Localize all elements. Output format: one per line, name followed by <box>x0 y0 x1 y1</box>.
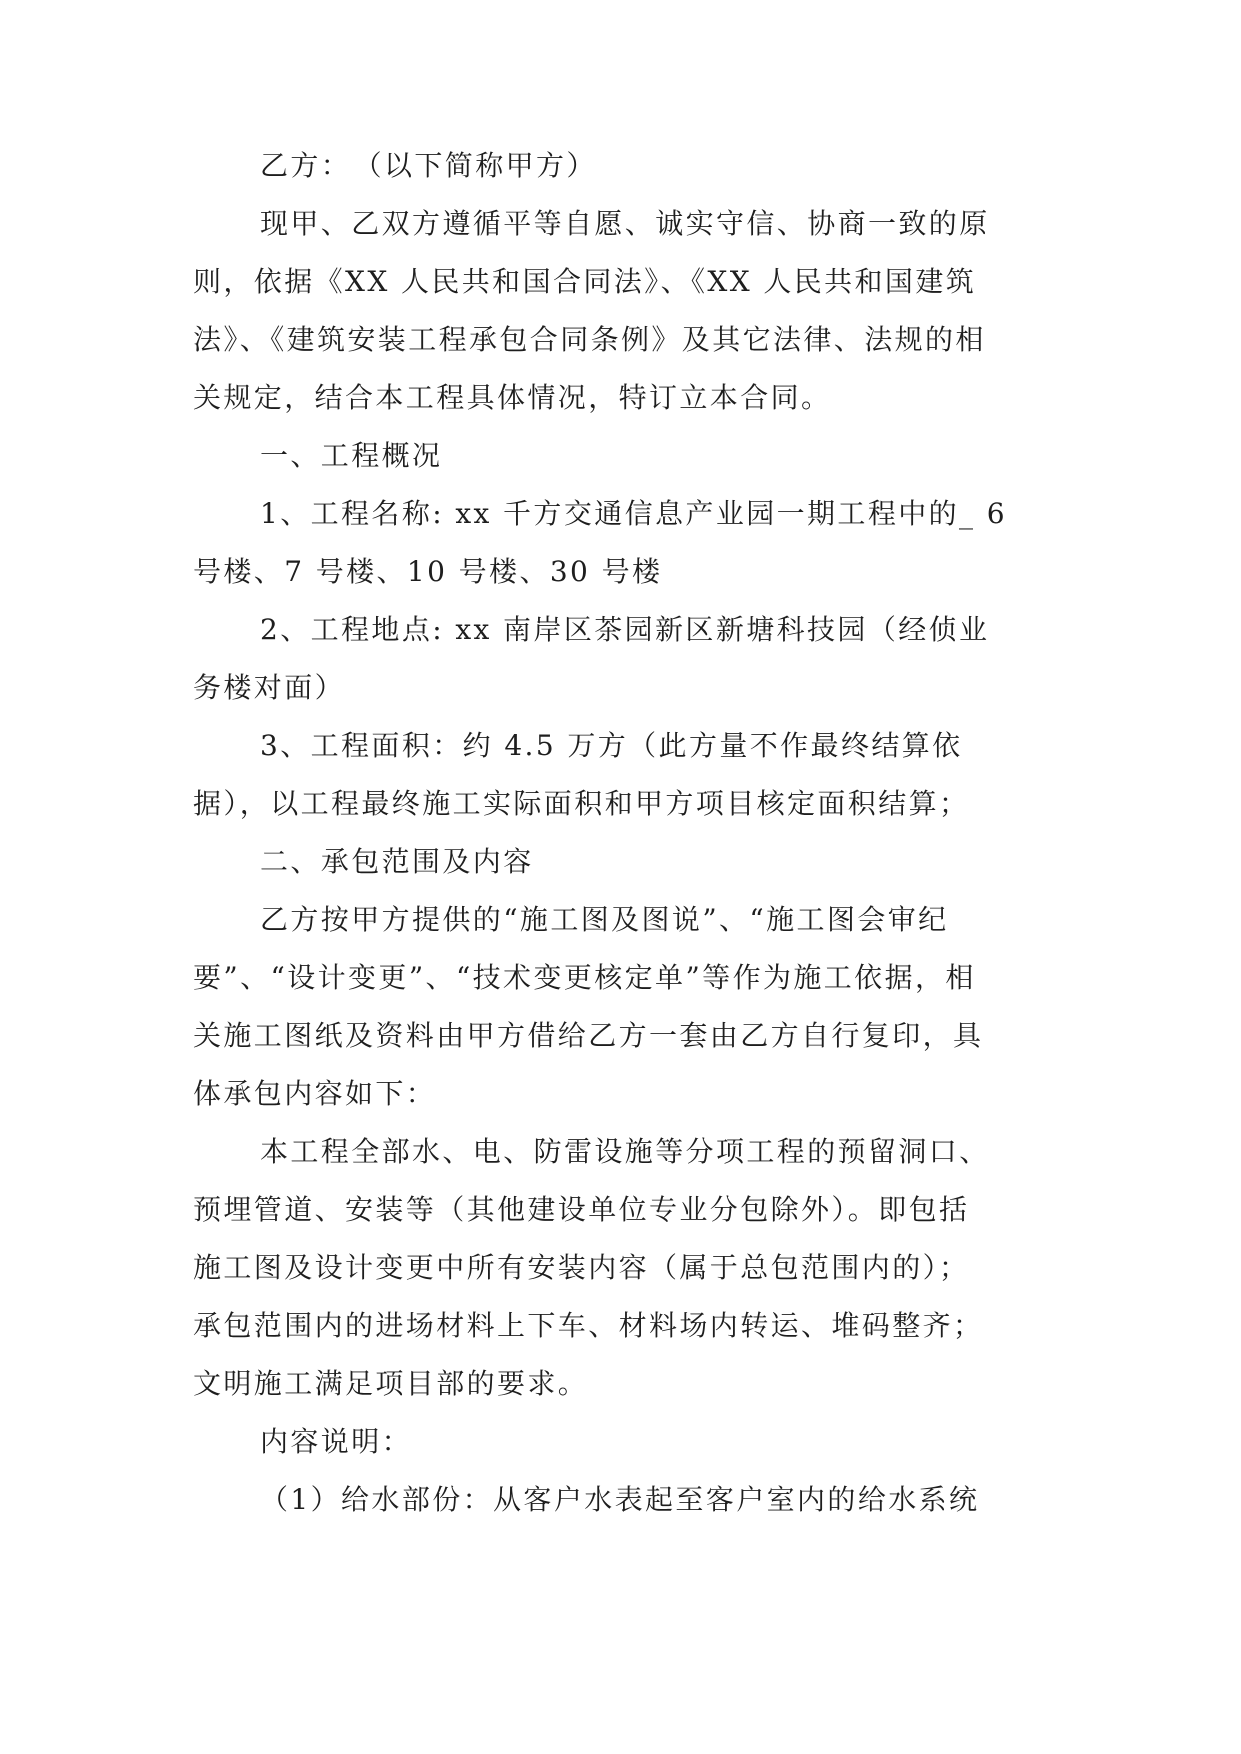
scope-line-3: 关施工图纸及资料由甲方借给乙方一套由乙方自行复印，具 <box>193 1019 984 1052</box>
project-area-line-1: 3、工程面积：约 4.5 万方（此方量不作最终结算依 <box>260 729 963 762</box>
preamble-line-3: 法》、《建筑安装工程承包合同条例》及其它法律、法规的相 <box>193 323 986 356</box>
content-line-5: 文明施工满足项目部的要求。 <box>193 1367 589 1400</box>
section-heading-scope: 二、承包范围及内容 <box>260 845 534 878</box>
scope-line-1: 乙方按甲方提供的“施工图及图说”、“施工图会审纪 <box>260 903 949 936</box>
project-area-line-2: 据），以工程最终施工实际面积和甲方项目核定面积结算； <box>193 787 970 820</box>
scope-line-4: 体承包内容如下： <box>193 1077 437 1110</box>
content-line-4: 承包范围内的进场材料上下车、材料场内转运、堆码整齐； <box>193 1309 984 1342</box>
project-name-line-2: 号楼、7 号楼、10 号楼、30 号楼 <box>193 555 663 588</box>
scope-line-2: 要”、“设计变更”、“技术变更核定单”等作为施工依据，相 <box>193 961 976 994</box>
water-supply-line: （1）给水部份：从客户水表起至客户室内的给水系统 <box>260 1483 980 1516</box>
content-description-heading: 内容说明： <box>260 1425 413 1458</box>
project-location-line-2: 务楼对面） <box>193 671 346 704</box>
party-b-line: 乙方： （以下简称甲方） <box>260 149 597 182</box>
project-name-line-1: 1、工程名称: xx 千方交通信息产业园一期工程中的_ 6 <box>260 497 1007 530</box>
content-line-3: 施工图及设计变更中所有安装内容（属于总包范围内的）； <box>193 1251 970 1284</box>
preamble-line-2: 则，依据《XX 人民共和国合同法》、《XX 人民共和国建筑 <box>193 265 977 298</box>
project-location-line-1: 2、工程地点: xx 南岸区茶园新区新塘科技园（经侦业 <box>260 613 990 646</box>
section-heading-overview: 一、工程概况 <box>260 439 443 472</box>
content-line-2: 预埋管道、安装等（其他建设单位专业分包除外）。即包括 <box>193 1193 970 1226</box>
preamble-line-1: 现甲、乙双方遵循平等自愿、诚实守信、协商一致的原 <box>260 207 990 240</box>
content-line-1: 本工程全部水、电、防雷设施等分项工程的预留洞口、 <box>260 1135 990 1168</box>
preamble-line-4: 关规定，结合本工程具体情况，特订立本合同。 <box>193 381 832 414</box>
